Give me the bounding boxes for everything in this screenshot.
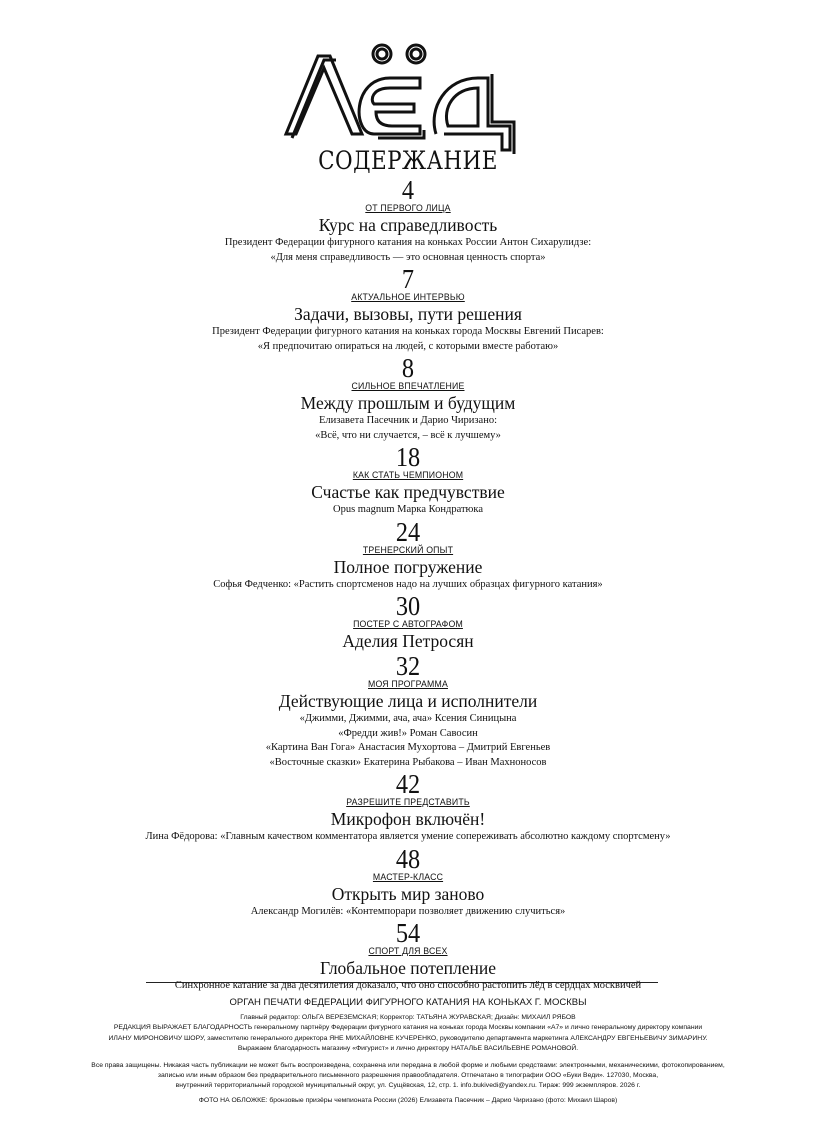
logo-lyod-icon <box>278 38 528 158</box>
article-title: Счастье как предчувствие <box>311 482 505 502</box>
page-number: 4 <box>401 175 415 205</box>
toc-entry <box>0 592 816 652</box>
article-title: Аделия Петросян <box>342 631 474 651</box>
article-subtitle: Александр Могилёв: «Контемпорари позволяет движению случиться» <box>250 905 566 917</box>
contents-heading: СОДЕРЖАНИЕ <box>318 146 498 175</box>
article-subtitle: «Джимми, Джимми, ача, ача» Ксения Синицына <box>299 713 517 724</box>
divider <box>146 982 658 983</box>
page-number: 54 <box>395 918 421 948</box>
article-subtitle: Лина Фёдорова: «Главным качеством комментатора является умение сопереживать абсолютно каждому спортсмену» <box>145 831 671 842</box>
article-subtitle: Синхронное катание за два десятилетия доказало, что оно способно растопить лёд в сердцах москвичей <box>174 980 642 991</box>
article-title: Курс на справедливость <box>318 215 498 235</box>
section-label: ПОСТЕР С АВТОГРАФОМ <box>353 619 463 630</box>
page-number: 48 <box>395 843 421 874</box>
logo <box>278 38 528 158</box>
article-title: Глобальное потепление <box>320 958 496 978</box>
article-title: Открыть мир заново <box>331 883 485 904</box>
toc-entry <box>0 845 816 920</box>
article-subtitle: Елизавета Пасечник и Дарио Чиризано: <box>318 415 498 426</box>
imprint <box>0 996 816 1106</box>
acknowledgement-line: ИЛАНУ МИРОНОВИЧУ ШОРУ, заместителю генерального директора ЯНЕ МИХАЙЛОВНЕ КУЧЕРЕНКО, руководителю департамента маркетинга АЛЕКСАНДРУ ЕВГЕНЬЕВИЧУ ЗИМАРИНУ. <box>108 1034 708 1042</box>
section-label: РАЗРЕШИТЕ ПРЕДСТАВИТЬ <box>346 797 470 808</box>
section-label: КАК СТАТЬ ЧЕМПИОНОМ <box>352 470 464 481</box>
rights-line: Все права защищены. Никакая часть публикации не может быть воспроизведена, сохранена или передана в любой форме и любыми средствами: электронными, механическими, фотокопированием, <box>91 1061 725 1069</box>
article-title: Полное погружение <box>333 556 483 577</box>
section-label: МОЯ ПРОГРАММА <box>368 679 448 690</box>
article-subtitle: «Картина Ван Гога» Анастасия Мухортова – Дмитрий Евгеньев <box>265 742 551 753</box>
section-label: АКТУАЛЬНОЕ ИНТЕРВЬЮ <box>351 292 465 303</box>
staff-line: Главный редактор: ОЛЬГА ВЕРЕЗЕМСКАЯ; Корректор: ТАТЬЯНА ЖУРАВСКАЯ; Дизайн: МИХАИЛ РЯБОВ <box>240 1014 576 1021</box>
section-label: СПОРТ ДЛЯ ВСЕХ <box>368 946 448 957</box>
article-subtitle: Президент Федерации фигурного катания на коньках города Москвы Евгений Писарев: <box>212 326 604 337</box>
section-label: ТРЕНЕРСКИЙ ОПЫТ <box>362 544 454 556</box>
page-number: 32 <box>395 651 421 681</box>
article-subtitle: «Для меня справедливость — это основная ценность спорта» <box>270 251 546 263</box>
section-label: ОТ ПЕРВОГО ЛИЦА <box>365 203 451 214</box>
article-title: Микрофон включён! <box>330 809 486 829</box>
cover-credit: ФОТО НА ОБЛОЖКЕ: бронзовые призёры чемпионата России (2026) Елизавета Пасечник – Дарио Чиризано (фото: Михаил Шаров) <box>198 1096 618 1104</box>
toc-entry <box>0 443 816 518</box>
toc-entry <box>0 265 816 354</box>
article-subtitle: «Фредди жив!» Роман Савосин <box>338 727 478 739</box>
section-label: МАСТЕР-КЛАСС <box>372 871 444 883</box>
article-subtitle: «Всё, что ни случается, – всё к лучшему» <box>315 429 501 441</box>
article-title: Между прошлым и будущим <box>300 393 516 413</box>
article-subtitle: «Восточные сказки» Екатерина Рыбакова – Иван Махноносов <box>269 756 547 768</box>
toc-entry <box>0 354 816 443</box>
toc-entry <box>0 176 816 265</box>
page-number: 42 <box>395 769 421 799</box>
page-number: 8 <box>401 353 415 383</box>
article-subtitle: Президент Федерации фигурного катания на коньках России Антон Сихарулидзе: <box>224 237 592 248</box>
toc-entry <box>0 518 816 593</box>
page-number: 18 <box>395 442 421 472</box>
toc-entry <box>0 652 816 770</box>
article-subtitle: Opus magnum Марка Кондратюка <box>332 504 483 515</box>
acknowledgement-line: Выражаем благодарность магазину «Фигурист» и лично директору НАТАЛЬЕ ВАСИЛЬЕВНЕ РОМАНОВОЙ. <box>237 1045 579 1053</box>
page-number: 24 <box>395 516 421 547</box>
table-of-contents <box>0 176 816 994</box>
toc-entry <box>0 770 816 845</box>
rights-line: записью или иным образом без предварительного письменного разрешения правообладателя. Отпечатано в типографии ООО «Буки Веди». 127030, Москва, <box>157 1072 659 1080</box>
rights-line: внутренний территориальный городской муниципальный округ, ул. Сущёвская, 12, стр. 1. info.bukivedi@yandex.ru. Тираж: 999 экземпляров. 2026 г. <box>175 1082 641 1090</box>
acknowledgement-line: РЕДАКЦИЯ ВЫРАЖАЕТ БЛАГОДАРНОСТЬ генеральному партнёру Федерации фигурного катания на коньках города Москвы компании «А7» и лично генеральному директору компании <box>113 1024 703 1032</box>
page-number: 7 <box>401 264 415 294</box>
page-number: 30 <box>395 591 421 621</box>
article-subtitle: Софья Федченко: «Растить спортсменов надо на лучших образцах фигурного катания» <box>213 578 603 590</box>
article-subtitle: «Я предпочитаю опираться на людей, с которыми вместе работаю» <box>257 340 559 352</box>
section-label: СИЛЬНОЕ ВПЕЧАТЛЕНИЕ <box>351 381 465 392</box>
article-title: Действующие лица и исполнители <box>278 691 538 711</box>
article-title: Задачи, вызовы, пути решения <box>294 304 522 324</box>
publisher-line: ОРГАН ПЕЧАТИ ФЕДЕРАЦИИ ФИГУРНОГО КАТАНИЯ НА КОНЬКАХ Г. МОСКВЫ <box>229 997 587 1008</box>
